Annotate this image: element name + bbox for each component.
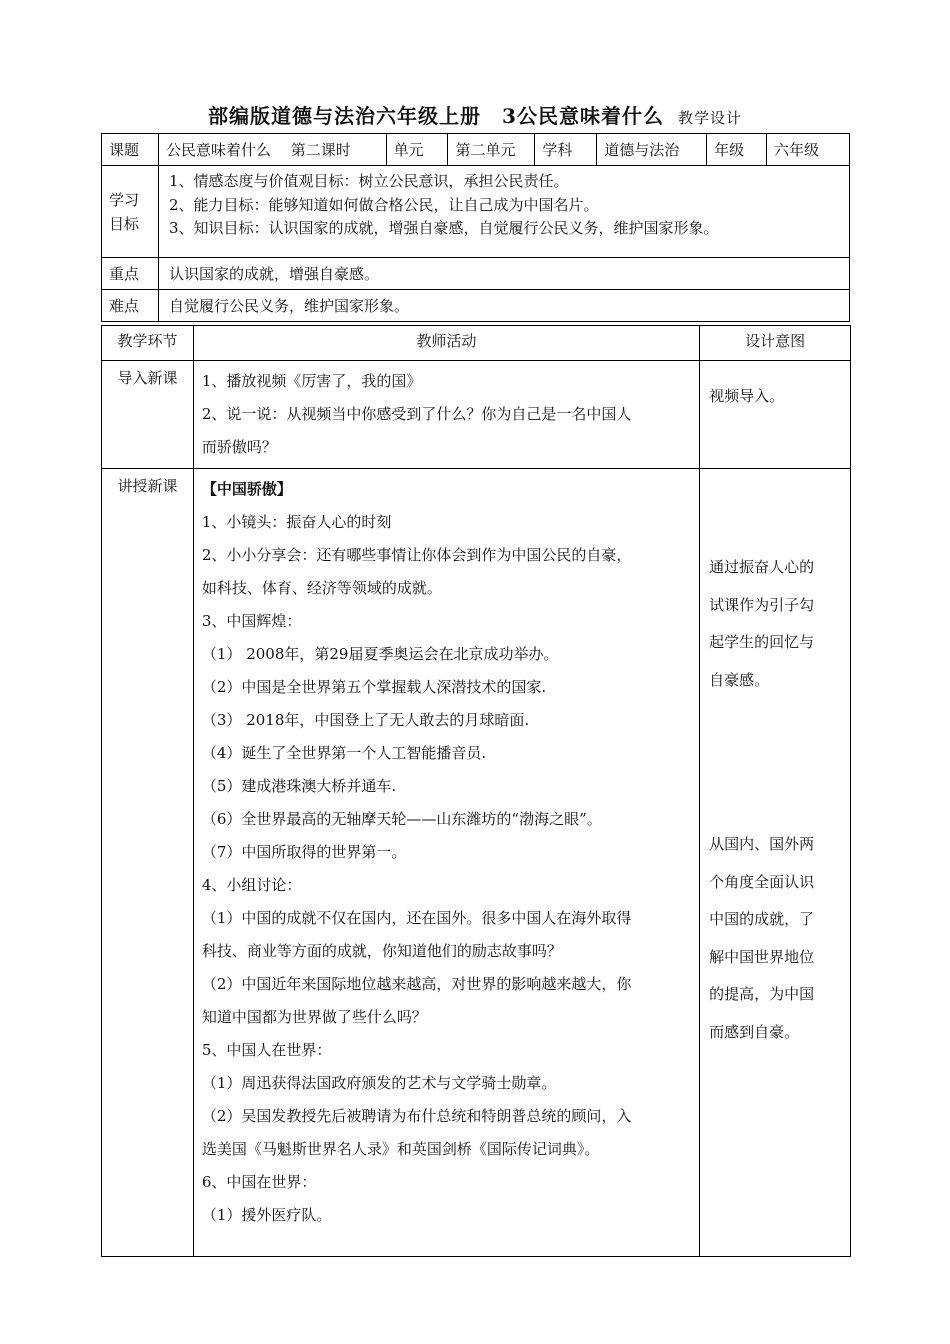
info-row bbox=[102, 134, 850, 166]
lesson-line: 如科技、体育、经济等领域的成就。 bbox=[201, 579, 442, 597]
lesson-line: 知道中国都为世界做了些什么吗？ bbox=[201, 1008, 427, 1026]
lesson-line: （2）吴国发教授先后被聘请为布什总统和特朗普总统的顾问，入 bbox=[201, 1107, 632, 1125]
intent-a-line: 试课作为引子勾 bbox=[709, 595, 815, 614]
lesson-line: （3） 2018年，中国登上了无人敢去的月球暗面. bbox=[201, 711, 530, 729]
lesson-line: （6）全世界最高的无轴摩天轮——山东潍坊的“渤海之眼”。 bbox=[201, 810, 602, 828]
lesson-line: 1、小镜头：振奋人心的时刻 bbox=[201, 513, 392, 531]
intro-intent: 视频导入。 bbox=[700, 361, 851, 469]
lesson-line: 6、中国在世界： bbox=[201, 1173, 317, 1191]
objectives-label bbox=[102, 166, 159, 258]
grade-value: 六年级 bbox=[767, 134, 850, 166]
process-header-row bbox=[102, 326, 851, 361]
lesson-line: 5、中国人在世界： bbox=[201, 1041, 332, 1059]
activity-header: 教师活动 bbox=[193, 326, 699, 361]
intro-activity bbox=[193, 361, 699, 469]
intent-header: 设计意图 bbox=[700, 326, 851, 361]
title-subtitle: 教学设计 bbox=[677, 109, 742, 127]
lesson-line: 4、小组讨论： bbox=[201, 876, 302, 894]
topic-value: 公民意味着什么 第二课时 bbox=[158, 134, 386, 166]
lesson-row bbox=[102, 469, 851, 1257]
lesson-line: （1）周迅获得法国政府颁发的艺术与文学骑士勋章。 bbox=[201, 1074, 557, 1092]
lesson-line: （4）诞生了全世界第一个人工智能播音员. bbox=[201, 744, 487, 762]
objectives-label-line1: 学习 bbox=[109, 191, 140, 209]
subject-label: 学科 bbox=[535, 134, 597, 166]
lesson-line: （7）中国所取得的世界第一。 bbox=[201, 843, 407, 861]
lesson-line: （2）中国近年来国际地位越来越高，对世界的影响越来越大，你 bbox=[201, 975, 632, 993]
lesson-line: （1）中国的成就不仅在国内，还在国外。很多中国人在海外取得 bbox=[201, 909, 632, 927]
intent-b-line: 从国内、国外两 bbox=[709, 835, 815, 853]
difficulty-label: 难点 bbox=[102, 290, 159, 322]
key-point-value: 认识国家的成就，增强自豪感。 bbox=[158, 258, 849, 290]
difficulty-value: 自觉履行公民义务，维护国家形象。 bbox=[158, 290, 849, 322]
intro-line: 而骄傲吗？ bbox=[201, 438, 277, 456]
lesson-line: （5）建成港珠澳大桥并通车. bbox=[201, 777, 397, 795]
lesson-line: 3、中国辉煌： bbox=[201, 612, 302, 630]
intro-stage: 导入新课 bbox=[102, 361, 194, 469]
intro-line: 2、说一说：从视频当中你感受到了什么？你为自己是一名中国人 bbox=[201, 405, 632, 423]
lesson-activity bbox=[193, 469, 699, 1257]
lesson-stage: 讲授新课 bbox=[102, 469, 194, 1257]
intent-b-line: 的提高，为中国 bbox=[709, 985, 815, 1003]
objective-item: 3、知识目标：认识国家的成就，增强自豪感，自觉履行公民义务，维护国家形象。 bbox=[168, 219, 719, 237]
section-title-text: 【中国骄傲】 bbox=[201, 480, 292, 498]
key-point-row bbox=[102, 258, 850, 290]
lesson-line: 选美国《马魁斯世界名人录》和英国剑桥《国际传记词典》。 bbox=[201, 1140, 600, 1158]
lesson-line: 科技、商业等方面的成就，你知道他们的励志故事吗？ bbox=[201, 942, 562, 960]
lesson-line: （2）中国是全世界第五个掌握载人深潜技术的国家. bbox=[201, 678, 547, 696]
lesson-line: 2、小小分享会：还有哪些事情让你体会到作为中国公民的自豪， bbox=[201, 546, 632, 564]
lesson-intent bbox=[700, 469, 851, 1257]
subject-value: 道德与法治 bbox=[597, 134, 707, 166]
intent-b-line: 中国的成就，了 bbox=[709, 910, 815, 928]
objectives-row bbox=[102, 166, 850, 258]
objective-item: 1、情感态度与价值观目标：树立公民意识，承担公民责任。 bbox=[168, 172, 569, 190]
objectives-label-line2: 目标 bbox=[109, 215, 140, 233]
intent-a-line: 自豪感。 bbox=[709, 670, 770, 689]
intro-line: 1、播放视频《厉害了，我的国》 bbox=[201, 372, 422, 390]
lesson-line: （1）援外医疗队。 bbox=[201, 1206, 332, 1224]
grade-label: 年级 bbox=[707, 134, 767, 166]
lesson-info-table bbox=[101, 133, 850, 322]
difficulty-row bbox=[102, 290, 850, 322]
intent-a-line: 通过振奋人心的 bbox=[709, 558, 815, 576]
objectives-content bbox=[158, 166, 849, 258]
unit-value: 第二单元 bbox=[448, 134, 535, 166]
title-main: 部编版道德与法治六年级上册 3公民意味着什么 bbox=[208, 104, 664, 128]
intro-row bbox=[102, 361, 851, 469]
lesson-line: （1） 2008年，第29届夏季奥运会在北京成功举办。 bbox=[201, 645, 559, 663]
intent-b-line: 而感到自豪。 bbox=[709, 1022, 800, 1041]
topic-label: 课题 bbox=[102, 134, 159, 166]
key-point-label: 重点 bbox=[102, 258, 159, 290]
teaching-process-table bbox=[101, 325, 851, 1257]
intent-a-line: 起学生的回忆与 bbox=[709, 633, 815, 651]
intent-b-line: 解中国世界地位 bbox=[709, 947, 815, 966]
stage-header: 教学环节 bbox=[102, 326, 194, 361]
unit-label: 单元 bbox=[386, 134, 448, 166]
intent-b-line: 个角度全面认识 bbox=[709, 872, 815, 891]
objective-item: 2、能力目标：能够知道如何做合格公民，让自己成为中国名片。 bbox=[168, 195, 599, 214]
document-title bbox=[0, 100, 950, 129]
section-title bbox=[202, 473, 691, 506]
